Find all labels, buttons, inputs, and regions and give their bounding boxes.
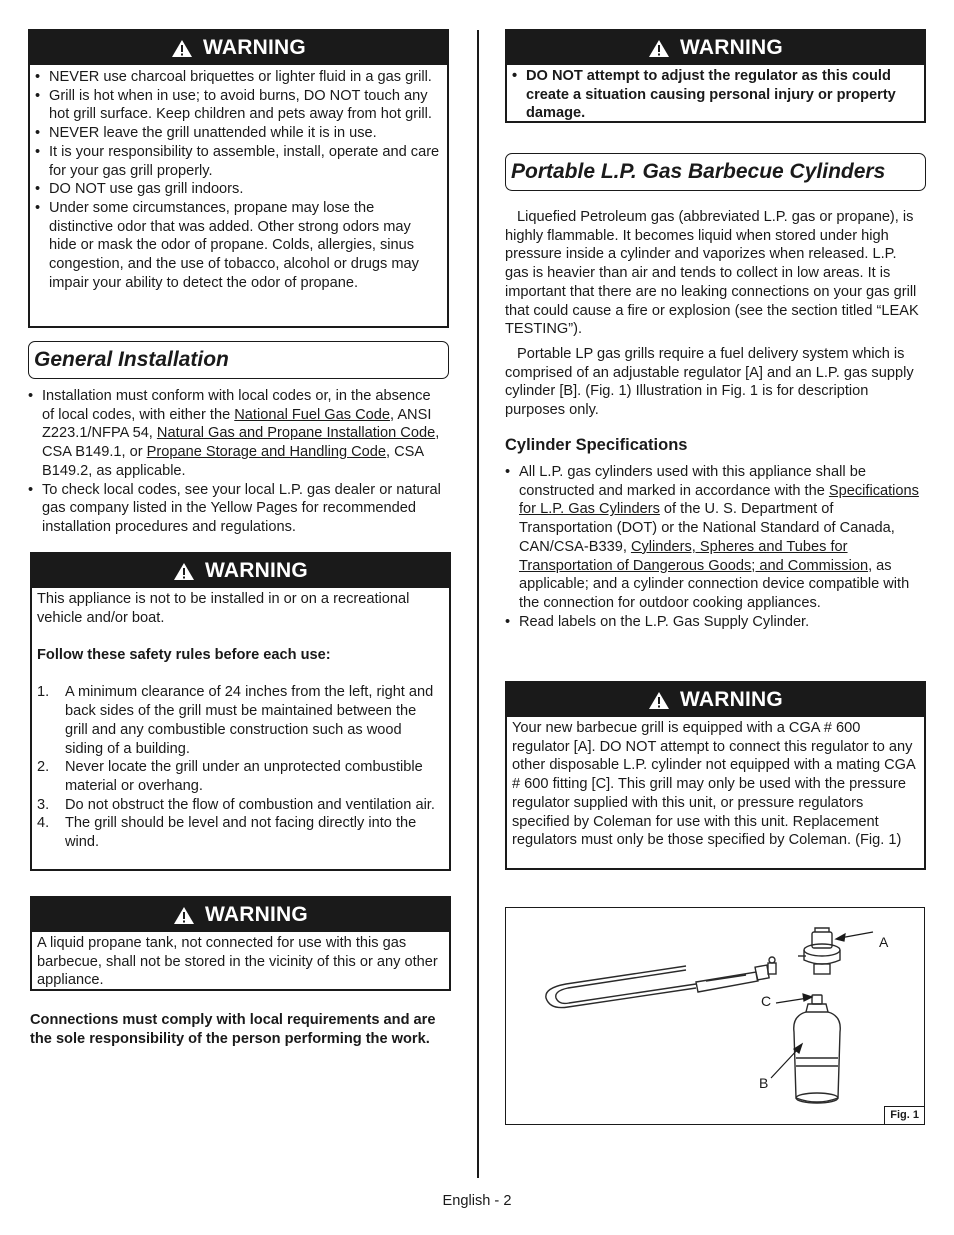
warning-triangle-icon <box>173 562 195 581</box>
warning-header <box>507 31 924 65</box>
spec-reference-link: Cylinders, Spheres and Tubes for Transportation of Dangerous Goods; and Commission <box>519 538 869 574</box>
figure-label-a: A <box>879 934 889 950</box>
warning-text: A liquid propane tank, not connected for use with this gas barbecue, shall not be stored in the vicinity of this or any other appliance. <box>37 935 438 989</box>
list-item: • Installation must conform with local codes or, in the absence of local codes, with either the National Fuel Gas Code, ANSI Z223.1/NFPA 54, Natural Gas and Propane Installation Code, CSA B149.1, or Propane Storage and Handling Code, CSA B149.2, as applicable. <box>28 387 446 481</box>
code-reference-link: Propane Storage and Handling Code <box>146 444 387 461</box>
column-divider <box>477 30 479 1178</box>
code-reference-link: National Fuel Gas Code <box>234 406 391 423</box>
list-item: • DO NOT attempt to adjust the regulator as this could create a situation causing personal injury or property damage. <box>512 67 918 123</box>
warning-header <box>32 554 449 588</box>
rules-heading: Follow these safety rules before each use: <box>37 647 331 664</box>
warning-label: WARNING <box>680 35 783 59</box>
section-title-general-installation <box>28 341 449 379</box>
list-item: • NEVER use charcoal briquettes or lighter fluid in a gas grill. <box>35 68 441 87</box>
list-item: • Read labels on the L.P. Gas Supply Cylinder. <box>505 613 925 632</box>
list-item: • All L.P. gas cylinders used with this appliance shall be constructed and marked in accordance with the Specifications for L.P. Gas Cylinders of the U. S. Department of Transportation (DOT) or the National Standard of Canada, CAN/CSA-B339, Cylinders, Spheres and Tubes for Transportation of Dangerous Goods; and Commission, as applicable; and a cylinder connection device compatible with the connection for outdoor cooking appliances. <box>505 463 925 613</box>
warning-box-tank-storage <box>30 896 451 991</box>
portable-text <box>505 208 923 420</box>
warning-triangle-icon <box>171 39 193 58</box>
warning-label: WARNING <box>680 687 783 711</box>
warning-header <box>507 683 924 717</box>
warning-box-grill-safety <box>28 29 449 328</box>
general-installation-list <box>28 387 446 537</box>
list-item: • DO NOT use gas grill indoors. <box>35 180 441 199</box>
list-item: • Under some circumstances, propane may lose the distinctive odor that was added. Other strong odors may hide or mask the odor of propane. Colds, allergies, sinus congestion, and the use of tobacco, alcohol or drugs may impair your ability to detect the odor of propane. <box>35 199 441 293</box>
list-item: 1. A minimum clearance of 24 inches from the left, right and back sides of the grill must be maintained between the grill and any combustible construction such as wood siding of a building. <box>37 684 434 757</box>
code-reference-link: Natural Gas and Propane Installation Code <box>156 425 436 442</box>
list-item: • Grill is hot when in use; to avoid burns, DO NOT touch any hot grill surface. Keep children and pets away from hot grill. <box>35 87 441 124</box>
warning-triangle-icon <box>648 39 670 58</box>
warning-label: WARNING <box>203 35 306 59</box>
section-title: Portable L.P. Gas Barbecue Cylinders <box>511 159 886 183</box>
paragraph: Liquefied Petroleum gas (abbreviated L.P. gas or propane), is highly flammable. It becomes liquid when stored under high pressure inside a cylinder and vaporizes when released. L.P. gas is heavier than air and tends to collect in low areas. It is important that there are no leaking connections on your gas grill that could cause a fire or explosion (see the section titled “LEAK TESTING”). <box>505 209 919 338</box>
figure-caption: Fig. 1 <box>884 1106 924 1124</box>
warning-box-cga-regulator <box>505 681 926 870</box>
paragraph: Portable LP gas grills require a fuel delivery system which is comprised of an adjustable regulator [A] and an L.P. gas supply cylinder [B]. (Fig. 1) Illustration in Fig. 1 is for description purposes only. <box>505 345 914 419</box>
burner-regulator-cylinder-illustration <box>506 908 924 1124</box>
list-item: 4. The grill should be level and not facing directly into the wind. <box>37 815 417 851</box>
section-title: General Installation <box>34 347 229 371</box>
warning-header <box>32 898 449 932</box>
list-item: • To check local codes, see your local L.P. gas dealer or natural gas company listed in the Yellow Pages for recommended installation procedures and regulations. <box>28 481 446 537</box>
list-item: 3. Do not obstruct the flow of combustion and ventilation air. <box>37 796 435 813</box>
warning-text: Your new barbecue grill is equipped with a CGA # 600 regulator [A]. DO NOT attempt to connect this regulator to any other disposable L.P. cylinder not equipped with a mating CGA # 600 fitting [C]. This grill may only be used with the pressure regulator supplied with this unit, or pressure regulators specified by Coleman for use with this unit. Replacement regulators must only be those specified by Coleman. (Fig. 1) <box>512 720 915 849</box>
cylinder-specs-heading: Cylinder Specifications <box>505 436 688 454</box>
page-footer: English - 2 <box>442 1193 512 1209</box>
warning-label: WARNING <box>205 902 308 926</box>
list-item: • NEVER leave the grill unattended while it is in use. <box>35 124 441 143</box>
figure-1 <box>505 907 925 1125</box>
list-item: • It is your responsibility to assemble, install, operate and care for your gas grill properly. <box>35 143 441 180</box>
connections-note: Connections must comply with local requirements and are the sole responsibility of the person performing the work. <box>30 1012 436 1047</box>
warning-header <box>30 31 447 65</box>
warning-box-installation-rules <box>30 552 451 871</box>
warning-intro: This appliance is not to be installed in or on a recreational vehicle and/or boat. <box>37 591 410 626</box>
warning-triangle-icon <box>648 691 670 710</box>
section-title-portable-cylinders <box>505 153 926 191</box>
figure-label-c: C <box>761 993 772 1009</box>
warning-label: WARNING <box>205 558 308 582</box>
warning-box-regulator <box>505 29 926 123</box>
figure-label-b: B <box>759 1075 769 1091</box>
cylinder-specs-list <box>505 463 925 631</box>
warning-triangle-icon <box>173 906 195 925</box>
spec-reference-link: Specifications for L.P. Gas Cylinders <box>519 482 919 518</box>
list-item: 2. Never locate the grill under an unprotected combustible material or overhang. <box>37 759 423 794</box>
